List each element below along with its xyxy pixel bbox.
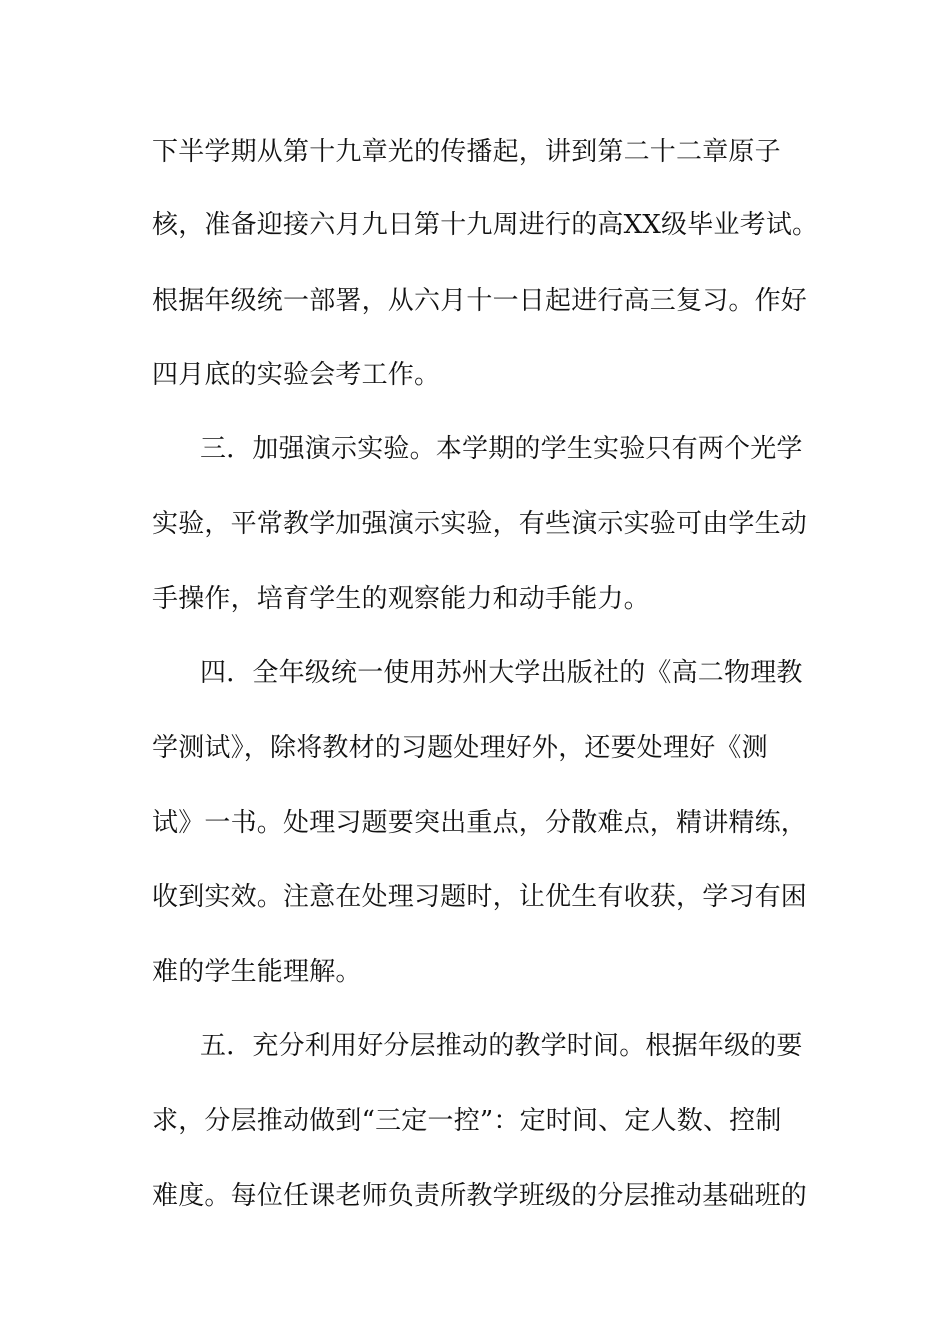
text-line: 下半学期从第十九章光的传播起，讲到第二十二章原子 [152,137,781,167]
text-line: 难度。每位任课老师负责所教学班级的分层推动基础班的 [152,1181,808,1211]
text-line: 四月底的实验会考工作。 [152,360,441,390]
text-line: 收到实效。注意在处理习题时，让优生有收获，学习有困 [152,882,808,912]
text-line: 求，分层推动做到“三定一控”：定时间、定人数、控制 [152,1106,782,1136]
text-line: 难的学生能理解。 [152,957,362,987]
text-line: 实验，平常教学加强演示实验，有些演示实验可由学生动 [152,509,808,539]
paragraph-4-first-line: 四．全年级统一使用苏州大学出版社的《高二物理教 [200,658,803,688]
paragraph-5-first-line: 五．充分利用好分层推动的教学时间。根据年级的要 [200,1031,803,1061]
paragraph-3-first-line: 三．加强演示实验。本学期的学生实验只有两个光学 [200,434,803,464]
text-line: 学测试》，除将教材的习题处理好外，还要处理好《测 [152,733,768,763]
text-line: 试》一书。处理习题要突出重点，分散难点，精讲精练， [152,808,808,838]
text-line: 手操作，培育学生的观察能力和动手能力。 [152,584,650,614]
text-line: 核，准备迎接六月九日第十九周进行的高XX级毕业考试。 [152,210,819,240]
text-line: 根据年级统一部署，从六月十一日起进行高三复习。作好 [152,286,808,316]
